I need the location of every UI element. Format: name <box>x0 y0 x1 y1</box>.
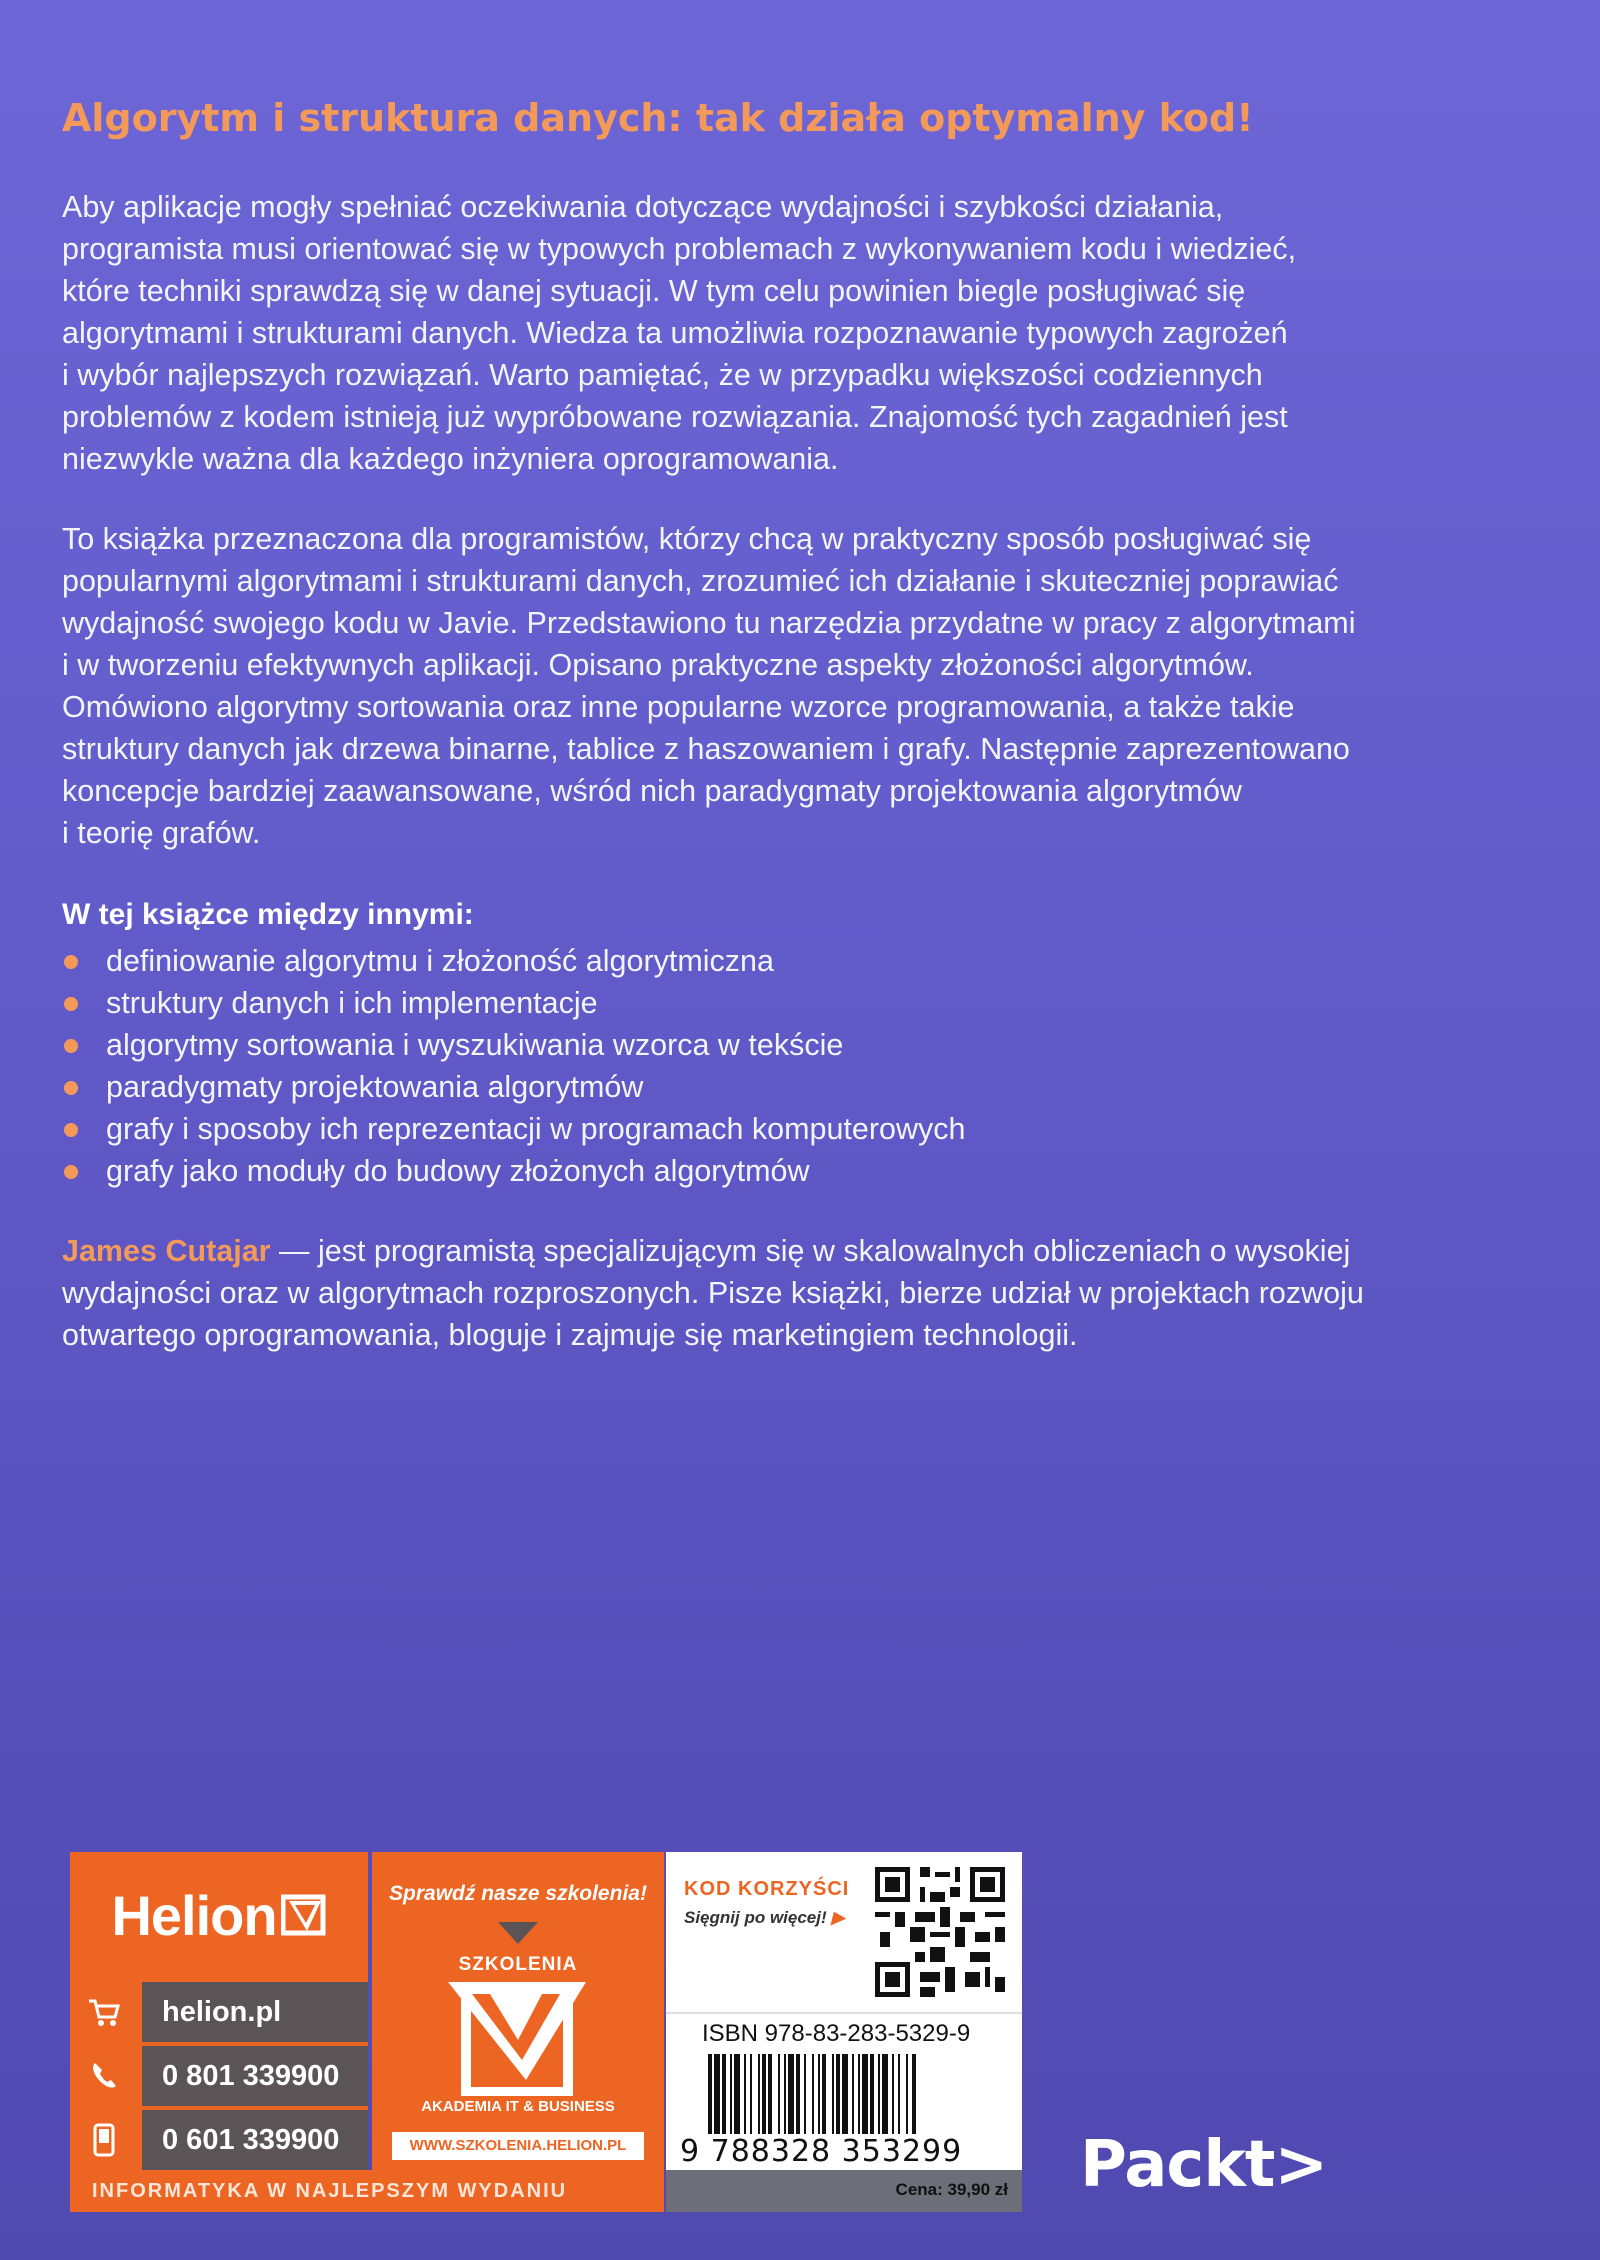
text-line: To książka przeznaczona dla programistów, którzy chcą w praktyczny sposób posługiwać się <box>62 522 1312 556</box>
text-line: problemów z kodem istnieją już wypróbowane rozwiązania. Znajomość tych zagadnień jest <box>62 400 1288 434</box>
text-line: popularnymi algorytmami i strukturami danych, zrozumieć ich działanie i skuteczniej poprawiać <box>62 564 1339 598</box>
isbn-digits: 9 788328 353299 <box>680 2134 963 2169</box>
bullet-icon <box>64 997 78 1011</box>
author-bio-text: — jest programistą specjalizującym się w skalowalnych obliczeniach o wysokiej <box>270 1234 1351 1268</box>
helion-logo <box>70 1852 368 1978</box>
triangle-down-icon <box>498 1922 538 1946</box>
code-subtitle-text: Sięgnij po więcej! <box>684 1908 827 1927</box>
list-item <box>62 982 965 1024</box>
text-line: i w tworzeniu efektywnych aplikacji. Opisano praktyczne aspekty złożoności algorytmów. <box>62 648 1254 682</box>
text-line: i wybór najlepszych rozwiązań. Warto pamiętać, że w przypadku większości codziennych <box>62 358 1263 392</box>
text-line: algorytmami i strukturami danych. Wiedza ta umożliwia rozpoznawanie typowych zagrożeń <box>62 316 1288 350</box>
helion-logo-text: Helion <box>111 1883 277 1947</box>
text-line: Aby aplikacje mogły spełniać oczekiwania dotyczące wydajności i szybkości działania, <box>62 190 1224 224</box>
website-link[interactable]: helion.pl <box>142 1982 368 2042</box>
list-item <box>62 940 965 982</box>
arrow-right-icon: ▶ <box>831 1908 845 1927</box>
code-block <box>666 1852 1022 2012</box>
text-line: programista musi orientować się w typowych problemach z wykonywaniem kodu i wiedzieć, <box>62 232 1297 266</box>
text-line: które techniki sprawdzą się w danej sytuacji. W tym celu powinien biegle posługiwać się <box>62 274 1246 308</box>
author-bio <box>62 1230 1364 1356</box>
mobile-number: 0 601 339900 <box>142 2110 368 2170</box>
publisher-block <box>70 1852 368 2212</box>
text-line: koncepcje bardziej zaawansowane, wśród nich paradygmaty projektowania algorytmów <box>62 774 1242 808</box>
academy-label: AKADEMIA IT & BUSINESS <box>421 2098 615 2115</box>
price-bar <box>666 2170 1022 2212</box>
list-item <box>62 1066 965 1108</box>
text-line: wydajność swojego kodu w Javie. Przedstawiono tu narzędzia przydatne w pracy z algorytmami <box>62 606 1356 640</box>
text-line: struktury danych jak drzewa binarne, tablice z haszowaniem i grafy. Następnie zaprezentowano <box>62 732 1350 766</box>
barcode-block <box>666 2012 1022 2172</box>
barcode-icon <box>706 2054 996 2134</box>
website-row <box>70 1982 368 2042</box>
szkolenia-emblem-icon <box>442 1980 592 2096</box>
isbn-label: ISBN 978-83-283-5329-9 <box>702 2020 971 2047</box>
bullet-icon <box>64 1165 78 1179</box>
topics-list <box>62 940 965 1192</box>
headline: Algorytm i struktura danych: tak działa optymalny kod! <box>62 96 1254 140</box>
text-line: otwartego oprogramowania, bloguje i zajmuje się marketingiem technologii. <box>62 1318 1078 1352</box>
training-url[interactable]: WWW.SZKOLENIA.HELION.PL <box>392 2132 644 2160</box>
packt-logo: Packt> <box>1080 2128 1328 2202</box>
training-heading: SZKOLENIA <box>458 1954 578 1975</box>
tagline-text: INFORMATYKA W NAJLEPSZYM WYDANIU <box>92 2180 568 2202</box>
list-item-text: grafy i sposoby ich reprezentacji w programach komputerowych <box>106 1112 966 1146</box>
publisher-tagline <box>70 2170 664 2212</box>
list-item-text: grafy jako moduły do budowy złożonych algorytmów <box>106 1154 810 1188</box>
list-item-text: algorytmy sortowania i wyszukiwania wzorca w tekście <box>106 1028 844 1062</box>
bullet-icon <box>64 1081 78 1095</box>
text-line <box>62 1230 1364 1272</box>
bullet-icon <box>64 1039 78 1053</box>
phone-number: 0 801 339900 <box>142 2046 368 2106</box>
training-block <box>372 1852 664 2170</box>
list-item-text: definiowanie algorytmu i złożoność algorytmiczna <box>106 944 774 978</box>
cart-icon <box>70 1982 138 2042</box>
list-item <box>62 1150 965 1192</box>
text-line: wydajności oraz w algorytmach rozproszonych. Pisze książki, bierze udział w projektach rozwoju <box>62 1276 1364 1310</box>
phone-icon <box>70 2046 138 2106</box>
code-title: KOD KORZYŚCI <box>684 1878 850 1900</box>
training-prompt: Sprawdź nasze szkolenia! <box>389 1882 647 1905</box>
list-item <box>62 1024 965 1066</box>
bullet-icon <box>64 1123 78 1137</box>
list-item <box>62 1108 965 1150</box>
price-label: Cena: 39,90 zł <box>895 2180 1008 2199</box>
text-line: Omówiono algorytmy sortowania oraz inne popularne wzorce programowania, a także takie <box>62 690 1295 724</box>
list-title: W tej książce między innymi: <box>62 898 474 931</box>
code-subtitle <box>684 1908 844 1928</box>
author-name: James Cutajar <box>62 1234 271 1268</box>
text-line: niezwykle ważna dla każdego inżyniera oprogramowania. <box>62 442 839 476</box>
description-paragraph-2 <box>62 518 1355 854</box>
description-paragraph-1 <box>62 186 1296 480</box>
text-line: i teorię grafów. <box>62 816 261 850</box>
list-item-text: struktury danych i ich implementacje <box>106 986 598 1020</box>
phone-row <box>70 2046 368 2106</box>
helion-emblem-icon <box>281 1893 327 1937</box>
mobile-icon <box>70 2110 138 2170</box>
mobile-row <box>70 2110 368 2170</box>
qr-code-icon[interactable] <box>870 1862 1010 2002</box>
bullet-icon <box>64 955 78 969</box>
list-item-text: paradygmaty projektowania algorytmów <box>106 1070 644 1104</box>
